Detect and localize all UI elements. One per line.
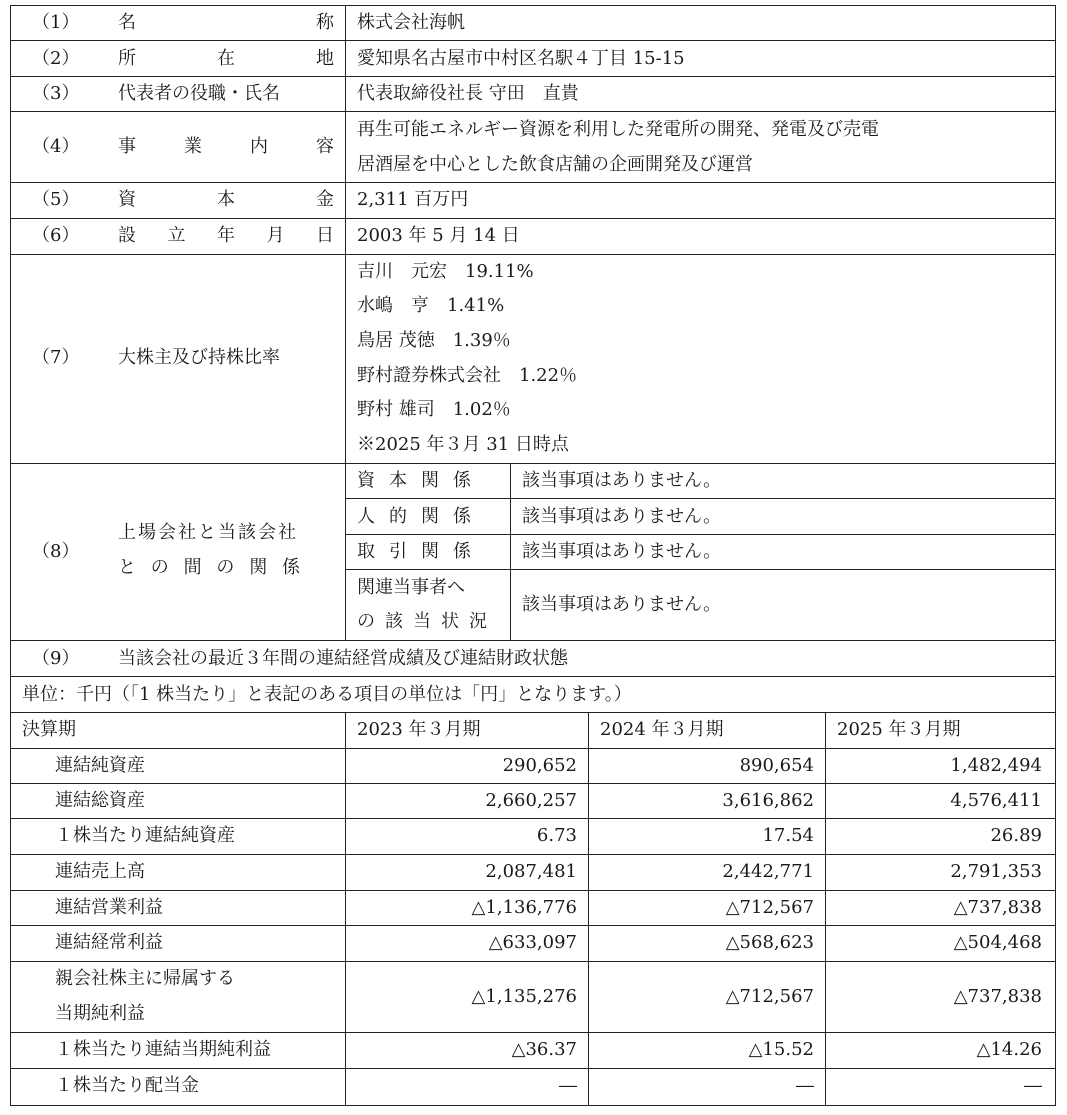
value-cell: △14.26 [976,1039,1042,1060]
row-divider [10,676,1056,677]
header-fy2023: 2023 年３月期 [357,719,481,740]
row-number: （5） [32,189,80,210]
relation-label: 取引関係 [357,541,485,562]
row-divider [10,218,1056,219]
shareholder-entry: 野村證券株式会社 1.22％ [357,365,578,386]
unit-note: 単位：千円（「1 株当たり」と表記のある項目の単位は「円」となります。） [22,684,632,705]
company-name-value: 株式会社海帆 [357,12,465,33]
column-divider [510,463,511,640]
row-label-dividend: １株当たり配当金 [55,1075,199,1096]
column-divider [345,712,346,1106]
row-divider [10,76,1056,77]
row-divider [10,961,1056,962]
value-cell: △36.37 [511,1039,577,1060]
value-cell: △1,135,276 [471,986,577,1007]
row-label-eps: １株当たり連結当期純利益 [55,1039,271,1060]
shareholder-note: ※2025 年３月 31 日時点 [357,434,569,455]
business-line: 再生可能エネルギー資源を利用した発電所の開発、発電及び売電 [357,119,879,140]
row-label-ordinary-income: 連結経常利益 [55,932,163,953]
value-cell: 26.89 [990,825,1042,846]
relation-label: の該当状況 [357,611,497,632]
label-business: 事 業 内 容 [118,136,334,157]
row-divider [10,254,1056,255]
header-fy2025: 2025 年３月期 [837,719,961,740]
value-cell: △15.52 [748,1039,814,1060]
row-number: （4） [32,136,80,157]
business-line: 居酒屋を中心とした飲食店舗の企画開発及び運営 [357,154,753,175]
relation-value: 該当事項はありません。 [522,470,722,491]
value-cell: 4,576,411 [950,790,1042,811]
row-label-net-income: 当期純利益 [55,1003,145,1024]
value-cell: 6.73 [536,825,577,846]
row-label-operating-income: 連結営業利益 [55,897,163,918]
row-divider [345,498,1056,499]
value-cell: △504,468 [953,932,1042,953]
row-divider [10,182,1056,183]
shareholder-entry: 吉川 元宏 19.11% [357,261,534,282]
label-relationship: との間の関係 [118,557,315,578]
row-label-net-income: 親会社株主に帰属する [55,968,235,989]
shareholder-entry: 水嶋 亨 1.41% [357,295,505,316]
row-divider [10,854,1056,855]
relation-label: 資本関係 [357,470,485,491]
label-major-shareholders: 大株主及び持株比率 [118,347,280,368]
row-number: （8） [32,541,80,562]
value-cell: 2,791,353 [950,861,1042,882]
representative-value: 代表取締役社長 守田 直貴 [357,83,579,104]
label-address: 所 在 地 [118,48,334,69]
value-cell: ― [559,1075,577,1096]
value-cell: 17.54 [762,825,814,846]
row-number: （3） [32,83,80,104]
row-number: （6） [32,225,80,246]
row-label-net-sales: 連結売上高 [55,861,145,882]
row-divider [10,40,1056,41]
value-cell: ― [796,1075,814,1096]
value-cell: △1,136,776 [471,897,577,918]
relation-value: 該当事項はありません。 [522,594,722,615]
row-number: （9） [32,648,80,669]
row-divider [10,890,1056,891]
column-divider [588,712,589,1106]
header-fy2024: 2024 年３月期 [600,719,724,740]
established-value: 2003 年 5 月 14 日 [357,225,520,246]
value-cell: 1,482,494 [950,755,1042,776]
value-cell: △633,097 [488,932,577,953]
value-cell: △737,838 [953,897,1042,918]
label-capital: 資 本 金 [118,189,334,210]
row-divider [10,1032,1056,1033]
header-fiscal-period: 決算期 [22,719,76,740]
row-divider [10,1068,1056,1069]
row-divider [10,111,1056,112]
column-divider [345,5,346,640]
value-cell: 2,660,257 [485,790,577,811]
column-divider [825,712,826,1106]
label-representative: 代表者の役職・氏名 [118,83,280,104]
address-value: 愛知県名古屋市中村区名駅４丁目 15-15 [357,48,685,69]
row-divider [10,925,1056,926]
label-relationship: 上場会社と当該会社 [118,522,298,543]
row-divider [345,569,1056,570]
row-divider [10,748,1056,749]
value-cell: 890,654 [739,755,814,776]
row-divider [345,534,1056,535]
value-cell: △568,623 [725,932,814,953]
label-company-name: 名 称 [118,12,334,33]
relation-label: 関連当事者へ [357,577,465,598]
row-divider [10,818,1056,819]
row-divider [10,783,1056,784]
shareholder-entry: 鳥居 茂徳 1.39％ [357,330,511,351]
row-divider [10,712,1056,713]
row-label-net-assets: 連結純資産 [55,755,145,776]
row-divider [10,640,1056,641]
relation-value: 該当事項はありません。 [522,541,722,562]
relation-value: 該当事項はありません。 [522,506,722,527]
value-cell: △712,567 [725,897,814,918]
value-cell: △712,567 [725,986,814,1007]
capital-value: 2,311 百万円 [357,189,469,210]
value-cell: 3,616,862 [722,790,814,811]
value-cell: ― [1024,1075,1042,1096]
label-established: 設 立 年 月 日 [118,225,334,246]
row-divider [10,463,1056,464]
value-cell: 2,087,481 [485,861,577,882]
value-cell: 2,442,771 [722,861,814,882]
section-title: 当該会社の最近３年間の連結経営成績及び連結財政状態 [118,648,568,669]
row-label-nav-per-share: １株当たり連結純資産 [55,825,235,846]
row-label-total-assets: 連結総資産 [55,790,145,811]
value-cell: △737,838 [953,986,1042,1007]
shareholder-entry: 野村 雄司 1.02％ [357,399,511,420]
row-number: （7） [32,347,80,368]
value-cell: 290,652 [502,755,577,776]
row-number: （1） [32,12,80,33]
row-number: （2） [32,48,80,69]
relation-label: 人的関係 [357,506,485,527]
